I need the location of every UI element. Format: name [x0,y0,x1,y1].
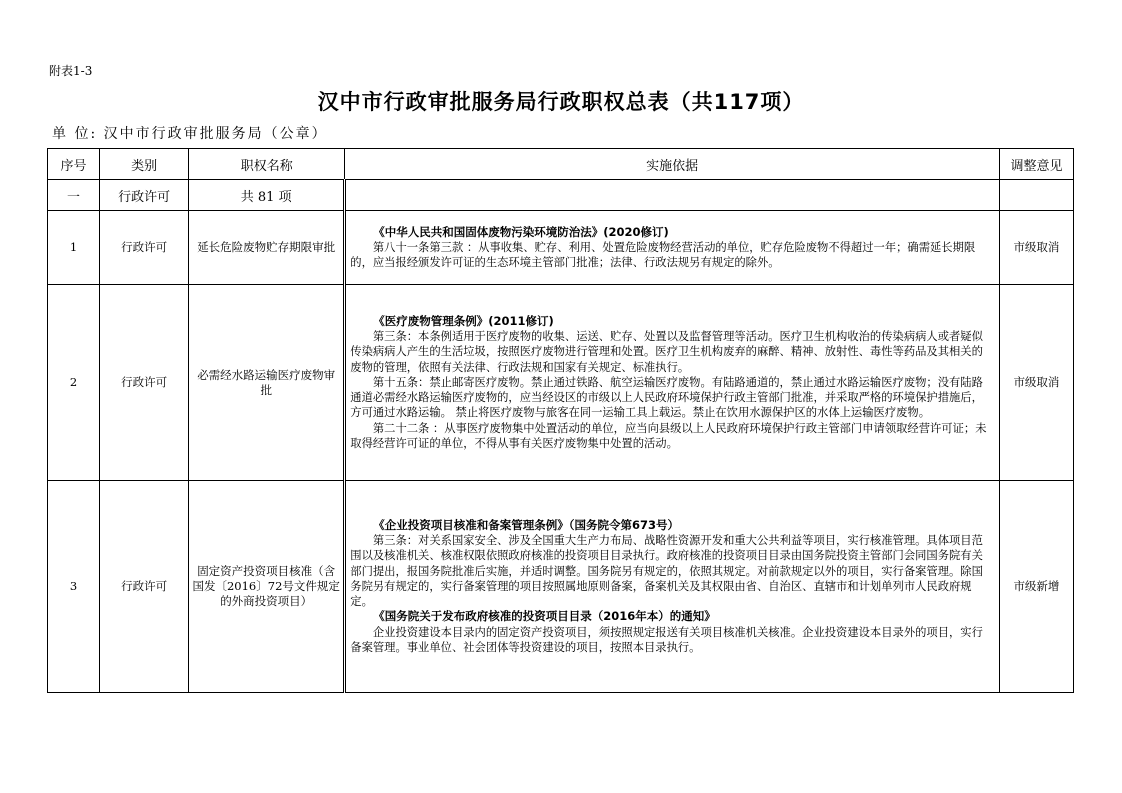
table-row [48,285,1074,481]
group-count: 共 81 项 [189,180,345,211]
group-category: 行政许可 [100,180,189,211]
header-basis: 实施依据 [345,149,1000,180]
document-title: 汉中市行政审批服务局行政职权总表（共117项） [317,90,805,114]
group-basis-empty [345,180,1000,211]
law-article: 第三条：对关系国家安全、涉及全国重大生产力布局、战略性资源开发和重大公共利益等项目，实行核准管理。具体项目范围以及核准机关、核准权限依照政府核准的投资项目目录执行。政府核准的投资项目目录由国务院投资主管部门会同国务院有关部门提出，报国务院批准后实施，并适时调整。国务院另有规定的，依照其规定。对前款规定以外的项目，实行备案管理。除国务院另有规定的，实行备案管理的项目按照属地原则备案，备案机关及其权限由省、自治区、直辖市和计划单列市人民政府规定。 [350,534,983,609]
group-opinion-empty [999,180,1073,211]
law-title: 《企业投资项目核准和备案管理条例》（国务院令第673号） [373,518,680,533]
row-opinion: 市级新增 [999,481,1073,693]
header-name: 职权名称 [189,149,345,180]
authority-table [47,148,1074,693]
header-no: 序号 [48,149,100,180]
law-article: 第三条：本条例适用于医疗废物的收集、运送、贮存、处置以及监督管理等活动。医疗卫生机构收治的传染病病人或者疑似传染病病人产生的生活垃圾，按照医疗废物进行管理和处置。医疗卫生机构废弃的麻醉、精神、放射性、毒性等药品及其相关的废物的管理，依照有关法律、行政法规和国家有关规定、标准执行。 [350,330,983,374]
row-basis [345,211,1000,285]
row-authority-name: 固定资产投资项目核准（含国发〔2016〕72号文件规定的外商投资项目） [189,481,345,693]
row-category: 行政许可 [100,211,189,285]
row-opinion: 市级取消 [999,285,1073,481]
attachment-label: 附表1-3 [49,64,93,78]
group-no: 一 [48,180,100,211]
row-opinion: 市级取消 [999,211,1073,285]
header-category: 类别 [100,149,189,180]
header-opinion: 调整意见 [999,149,1073,180]
row-authority-name: 必需经水路运输医疗废物审批 [189,285,345,481]
law-article: 第十五条：禁止邮寄医疗废物。禁止通过铁路、航空运输医疗废物。有陆路通道的，禁止通过水路运输医疗废物；没有陆路通道必需经水路运输医疗废物的，应当经设区的市级以上人民政府环境保护行政主管部门批准，并采取严格的环境保护措施后，方可通过水路运输。 禁止将医疗废物与旅客在同一运输工具上载运。禁止在饮用水源保护区的水体上运输医疗废物。 [350,375,983,420]
law-title: 《国务院关于发布政府核准的投资项目目录（2016年本）的通知》 [373,609,716,624]
law-title: 《医疗废物管理条例》(2011修订) [373,314,554,329]
row-category: 行政许可 [100,285,189,481]
row-authority-name: 延长危险废物贮存期限审批 [189,211,345,285]
law-article: 第八十一条第三款 ：从事收集、贮存、利用、处置危险废物经营活动的单位，贮存危险废物不得超过一年；确需延长期限的，应当报经颁发许可证的生态环境主管部门批准；法律、行政法规另有规定的除外。 [350,240,976,270]
row-basis [345,285,1000,481]
table-row [48,481,1074,693]
row-basis [345,481,1000,693]
table-row [48,211,1074,285]
row-category: 行政许可 [100,481,189,693]
law-article: 企业投资建设本目录内的固定资产投资项目，须按照规定报送有关项目核准机关核准。企业投资建设本目录外的项目，实行备案管理。事业单位、社会团体等投资建设的项目，按照本目录执行。 [350,625,983,654]
law-article: 第二十二条 ：从事医疗废物集中处置活动的单位，应当向县级以上人民政府环境保护行政主管部门申请领取经营许可证；未取得经营许可证的单位，不得从事有关医疗废物集中处置的活动。 [350,421,987,450]
unit-line: 单 位: 汉中市行政审批服务局（公章） [52,126,328,142]
row-no: 3 [48,481,100,693]
row-no: 2 [48,285,100,481]
header-row [48,149,1074,180]
row-no: 1 [48,211,100,285]
law-title: 《中华人民共和国固体废物污染环境防治法》(2020修订) [373,224,669,239]
group-row [48,180,1074,211]
